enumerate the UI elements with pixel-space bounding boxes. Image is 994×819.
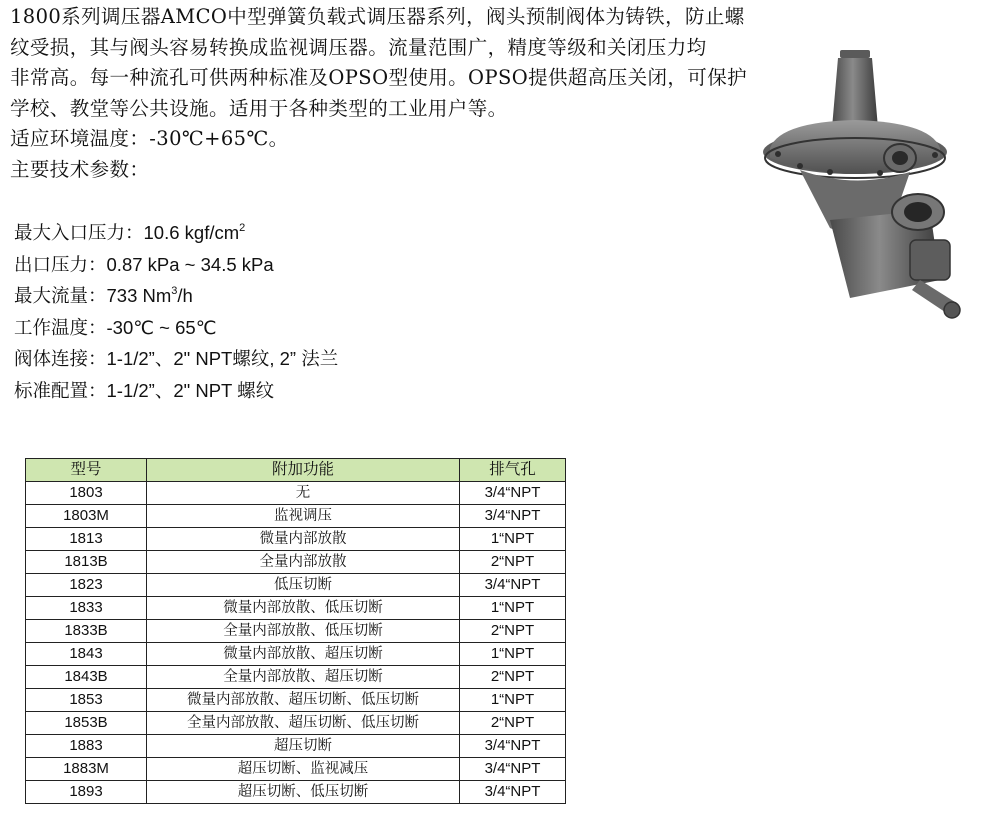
cell-vent: 1“NPT xyxy=(460,597,566,620)
cell-vent: 1“NPT xyxy=(460,689,566,712)
column-header-model: 型号 xyxy=(26,459,147,482)
spec-max-flow xyxy=(14,280,338,312)
regulator-product-image xyxy=(760,40,985,325)
cell-function: 超压切断、监视减压 xyxy=(147,758,460,781)
table-row xyxy=(26,528,566,551)
ambient-temperature: 适应环境温度：-30℃+65℃。 xyxy=(10,127,289,150)
cell-vent: 1“NPT xyxy=(460,643,566,666)
cell-function: 微量内部放散 xyxy=(147,528,460,551)
cell-function: 低压切断 xyxy=(147,574,460,597)
table-header-row xyxy=(26,459,566,482)
spec-label: 最大流量： xyxy=(14,285,107,306)
cell-function: 监视调压 xyxy=(147,505,460,528)
table-row xyxy=(26,735,566,758)
cell-vent: 2“NPT xyxy=(460,712,566,735)
cell-function: 全量内部放散 xyxy=(147,551,460,574)
spec-list xyxy=(14,217,338,406)
spec-working-temperature xyxy=(14,312,338,344)
spec-outlet-pressure xyxy=(14,249,338,281)
cell-function: 无 xyxy=(147,482,460,505)
cell-vent: 2“NPT xyxy=(460,666,566,689)
table-row xyxy=(26,482,566,505)
cell-model: 1833 xyxy=(26,597,147,620)
cell-vent: 3/4“NPT xyxy=(460,574,566,597)
cell-vent: 3/4“NPT xyxy=(460,735,566,758)
table-row xyxy=(26,689,566,712)
cell-function: 微量内部放散、超压切断 xyxy=(147,643,460,666)
main-parameters-heading: 主要技术参数： xyxy=(10,157,150,181)
spec-standard-config xyxy=(14,375,338,407)
cell-function: 全量内部放散、低压切断 xyxy=(147,620,460,643)
spec-value: 10.6 kgf/cm xyxy=(143,222,240,243)
table-row xyxy=(26,781,566,804)
spec-label: 最大入口压力： xyxy=(14,222,144,243)
spec-max-inlet-pressure xyxy=(14,217,338,249)
cell-vent: 3/4“NPT xyxy=(460,482,566,505)
table-row xyxy=(26,712,566,735)
intro-line: 学校、教堂等公共设施。适用于各种类型的工业用户等。 xyxy=(10,96,508,120)
spec-superscript: 2 xyxy=(239,222,246,234)
cell-vent: 3/4“NPT xyxy=(460,758,566,781)
cell-function: 微量内部放散、超压切断、低压切断 xyxy=(147,689,460,712)
spec-label: 出口压力： xyxy=(14,253,107,275)
spec-value: 1-1/2”、2" NPT螺纹, 2” 法兰 xyxy=(106,348,339,369)
cell-model: 1853B xyxy=(26,712,147,735)
model-table xyxy=(25,458,566,804)
intro-line: 非常高。每一种流孔可供两种标准及OPSO型使用。OPSO提供超高压关闭，可保护 xyxy=(10,66,748,89)
cell-vent: 3/4“NPT xyxy=(460,781,566,804)
table-row xyxy=(26,666,566,689)
cell-model: 1843 xyxy=(26,643,147,666)
cell-model: 1853 xyxy=(26,689,147,712)
table-row xyxy=(26,758,566,781)
cell-model: 1813B xyxy=(26,551,147,574)
cell-model: 1813 xyxy=(26,528,147,551)
cell-model: 1883 xyxy=(26,735,147,758)
table-row xyxy=(26,574,566,597)
table-row xyxy=(26,620,566,643)
cell-vent: 3/4“NPT xyxy=(460,505,566,528)
table-row xyxy=(26,551,566,574)
cell-model: 1833B xyxy=(26,620,147,643)
cell-model: 1823 xyxy=(26,574,147,597)
cell-function: 超压切断 xyxy=(147,735,460,758)
cell-vent: 1“NPT xyxy=(460,528,566,551)
cell-vent: 2“NPT xyxy=(460,620,566,643)
cell-model: 1803M xyxy=(26,505,147,528)
spec-label: 标准配置： xyxy=(14,379,107,401)
cell-function: 超压切断、低压切断 xyxy=(147,781,460,804)
spec-unit-suffix: /h xyxy=(177,285,193,306)
spec-body-connection xyxy=(14,343,338,375)
column-header-vent: 排气孔 xyxy=(460,459,566,482)
table-row xyxy=(26,597,566,620)
table-row xyxy=(26,643,566,666)
cell-model: 1883M xyxy=(26,758,147,781)
cell-model: 1843B xyxy=(26,666,147,689)
spec-value: 1-1/2”、2" NPT 螺纹 xyxy=(106,379,275,401)
spec-label: 阀体连接： xyxy=(14,348,107,369)
spec-value: 733 Nm xyxy=(106,285,172,306)
spec-superscript: 3 xyxy=(171,285,178,297)
intro-paragraph xyxy=(10,2,780,185)
spec-value: 0.87 kPa ~ 34.5 kPa xyxy=(106,253,274,275)
spec-label: 工作温度： xyxy=(14,316,107,338)
cell-model: 1893 xyxy=(26,781,147,804)
cell-function: 微量内部放散、低压切断 xyxy=(147,597,460,620)
spec-value: -30℃ ~ 65℃ xyxy=(106,316,217,338)
cell-function: 全量内部放散、超压切断 xyxy=(147,666,460,689)
cell-vent: 2“NPT xyxy=(460,551,566,574)
cell-function: 全量内部放散、超压切断、低压切断 xyxy=(147,712,460,735)
intro-line: 1800系列调压器AMCO中型弹簧负载式调压器系列，阀头预制阀体为铸铁，防止螺 xyxy=(10,5,745,28)
intro-line: 纹受损，其与阀头容易转换成监视调压器。流量范围广，精度等级和关闭压力均 xyxy=(10,35,707,59)
table-row xyxy=(26,505,566,528)
cell-model: 1803 xyxy=(26,482,147,505)
column-header-function: 附加功能 xyxy=(147,459,460,482)
